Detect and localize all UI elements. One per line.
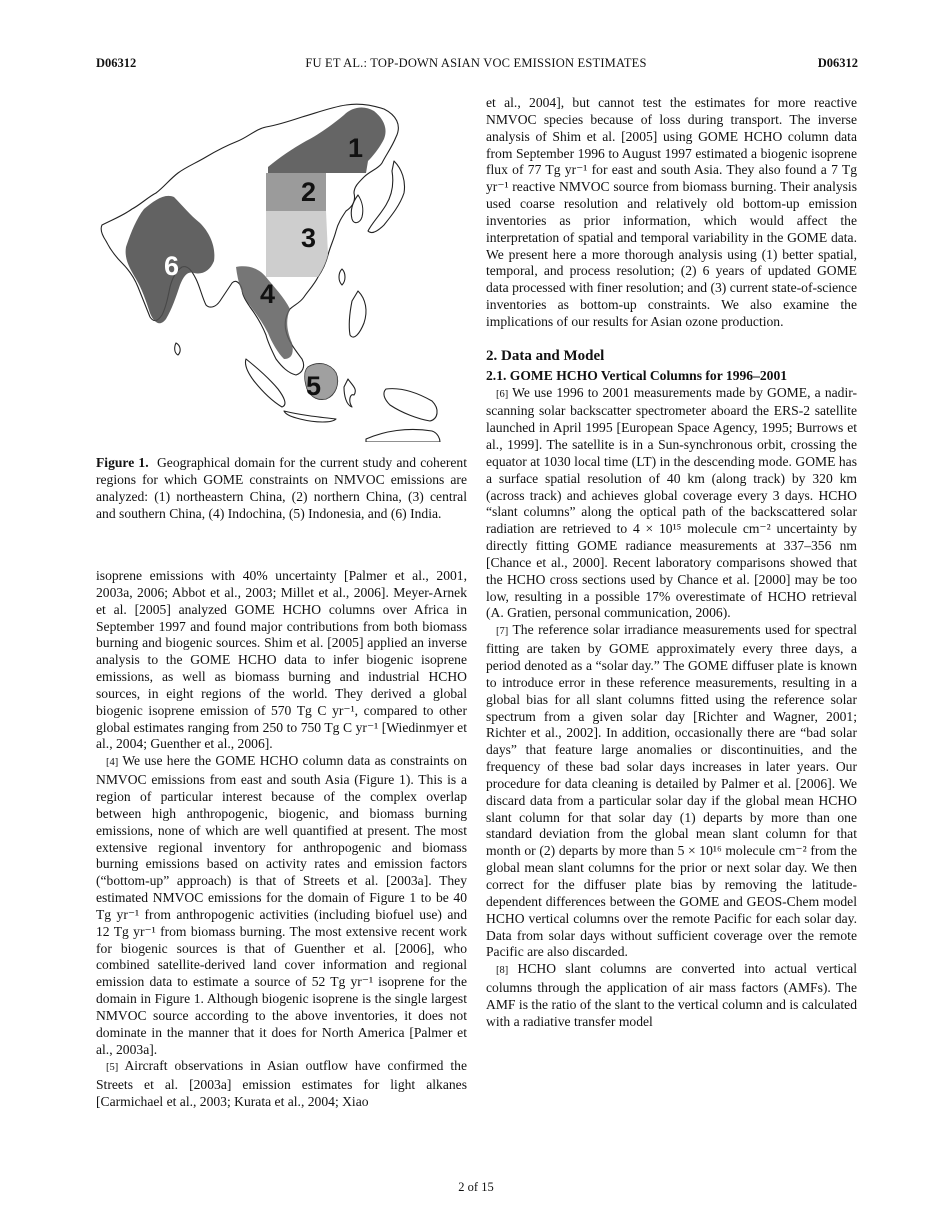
coastline-sumatra: [245, 359, 284, 407]
paragraph-5-continued: et al., 2004], but cannot test the estimates for more reactive NMVOC species because of loss during transport. The inverse analysis of Shim et al. [2005] using GOME HCHO column data from September 1996 to August 1997 estimated a biogenic isoprene flux of 77 Tg yr⁻¹ for east and south Asia. They also found a 7 Tg yr⁻¹ reactive NMVOC source from biomass burning. Their analysis used coarse resolution and relatively old bottom-up emission inventories as prior information, which would affect the interpretation of spatial and temporal variability in the GOME data. We present here a more thorough analysis using (1) better spatial, temporal, and process resolution; (2) 6 years of updated GOME data processed with finer resolution; and (3) current state-of-science inventories as bottom-up constraints. We also examine the implications of our results for Asian ozone production.: [486, 95, 857, 329]
coastline-taiwan: [339, 269, 345, 285]
paragraph-number: [7]: [496, 626, 509, 638]
header-doc-id-left: D06312: [96, 56, 137, 70]
caption-text: Geographical domain for the current study and coherent regions for which GOME constraints on NMVOC emissions are analyzed: (1) northeastern China, (2) northern China, (3) central and southern China, (4) Indochina, (5) Indonesia, and (6) India.: [96, 455, 467, 521]
coastline-korea: [351, 195, 363, 223]
paragraph-5: [96, 1058, 467, 1111]
paragraph-8: [486, 961, 857, 1030]
header-running-title: FU ET AL.: TOP-DOWN ASIAN VOC EMISSION ESTIMATES: [305, 56, 647, 70]
paragraph-text: We use 1996 to 2001 measurements made by GOME, a nadir-scanning solar backscatter spectrometer aboard the ERS-2 satellite launched in April 1995 [European Space Agency, 1995; Burrows et al., 1999]. The satellite is in a Sun-synchronous orbit, crossing the equator at 1030 local time (LT) in the descending mode. GOME has a surface spatial resolution of 40 km (along track) by 320 km (across track) and achieves global coverage every 3 days. HCHO “slant columns” along the optical path of the backscattered solar radiation are retrieved to 4 × 10¹⁵ molecule cm⁻² uncertainty by directly fitting GOME radiance measurements at 337–356 nm [Chance et al., 2000]. Recent laboratory comparisons showed that the HCHO cross sections used by Chance et al. [2000] may be too low, resulting in a possible 17% overestimate of HCHO retrieval (A. Gratien, personal communication, 2006).: [486, 384, 858, 621]
coastline-sulawesi: [344, 379, 355, 407]
paragraph-number: [5]: [106, 1062, 119, 1074]
region-2-northern-china: [266, 173, 326, 211]
left-column: [96, 568, 467, 1111]
region-3-central-southern-china: [266, 211, 328, 277]
caption-label: Figure 1.: [96, 455, 149, 470]
coastline-australia: [366, 429, 440, 442]
region-label-2: 2: [301, 177, 317, 207]
paragraph-7: [486, 622, 857, 961]
coastline-java: [284, 411, 336, 422]
page-number: 2 of 15: [458, 1180, 494, 1194]
paragraph-text: We use here the GOME HCHO column data as constraints on NMVOC emissions from east and south Asia (Figure 1). This is a region of particular interest because of the complex overlap between high anthropogenic, biogenic, and biomass burning emissions, none of which are well quantified at present. The most extensive regional inventory for anthropogenic and biomass burning emissions based on activity rates and emission factors (“bottom-up” approach) is that of Streets et al. [2003a]. They estimated NMVOC emissions for the domain of Figure 1 to be 40 Tg yr⁻¹ from anthropogenic activities (including biofuel use) and 12 Tg yr⁻¹ from biomass burning. The most extensive recent work for biogenic sources is that of Guenther et al. [2006], who combined satellite-derived land cover information and regional emission data to estimate a source of 52 Tg yr⁻¹ isoprene for the domain in Figure 1. Although biogenic isoprene is the single largest NMVOC source according to the above inventories, it does not dominate in the manner that it does for North America [Palmer et al., 2003a].: [96, 753, 467, 1057]
paragraph-text: The reference solar irradiance measurements used for spectral fitting are taken by GOME approximately every three days, a period denoted as a “solar day.” The GOME diffuser plate is known to introduce error in these reference measurements, resulting in a global bias for all slant columns fitted using the reference solar spectrum from a given solar day [Richter and Wagner, 2001; Richter et al., 2002]. In addition, occasionally there are “bad solar days” that feature large anomalies or discontinuities, and the frequency of these bad solar days increases in later years. Our procedure for data cleaning is detailed by Palmer et al. [2006]. We discard data from a particular solar day if the global mean HCHO slant column for that solar day (1) departs by more than one standard deviation from the global mean slant column for that month or (2) departs by more than 5 × 10¹⁶ molecule cm⁻² from the global mean slant columns for the prior or next solar day. We then correct for the diffuser plate bias by removing the latitude-dependent differences between the GOME and GEOS-Chem model HCHO vertical columns over the remote Pacific for each solar day. Data from solar days without sufficient coverage over the remote Pacific are also discarded.: [486, 622, 857, 960]
region-1-northeastern-china: [268, 108, 386, 173]
region-label-6: 6: [164, 251, 180, 281]
coastline-philippines: [349, 291, 366, 337]
coastline-new-guinea: [384, 389, 437, 421]
region-label-4: 4: [260, 279, 276, 309]
paragraph-6: [486, 385, 857, 623]
section-heading: 2. Data and Model: [486, 347, 605, 364]
paragraph-text: Aircraft observations in Asian outflow have confirmed the Streets et al. [2003a] emission estimates for light alkanes [Carmichael et al., 2003; Kurata et al., 2004; Xiao: [96, 1058, 467, 1110]
paragraph-3-continued: isoprene emissions with 40% uncertainty [Palmer et al., 2001, 2003a, 2006; Abbot et al., 2003; Millet et al., 2006]. Meyer-Arnek et al. [2005] analyzed GOME HCHO columns over Africa in September 1997 and found major contributions from both biomass burning and biogenic sources. Shim et al. [2005] applied an inverse analysis to the GOME HCHO data to infer biogenic isoprene emissions, as well as biomass burning and industrial HCHO sources, in eight regions of the world. They derived a global biogenic isoprene emission of 570 Tg C yr⁻¹, compared to other global estimates ranging from 250 to 750 Tg C yr⁻¹ [Wiedinmyer et al., 2004; Guenther et al., 2006].: [96, 568, 467, 752]
region-label-3: 3: [301, 223, 317, 253]
header-doc-id-right: D06312: [817, 56, 858, 70]
coastline-japan: [368, 161, 405, 233]
figure-1-caption: [96, 455, 467, 522]
paragraph-number: [6]: [496, 388, 509, 400]
right-column: [486, 95, 857, 1031]
region-label-1: 1: [348, 133, 364, 163]
figure-1-map: [96, 97, 441, 442]
paragraph-text: HCHO slant columns are converted into actual vertical columns through the application of air mass factors (AMFs). The AMF is the ratio of the slant to the vertical column and is calculated with a radiative transfer model: [486, 961, 857, 1029]
coastline-sri-lanka: [175, 343, 180, 355]
subsection-heading: 2.1. GOME HCHO Vertical Columns for 1996–2001: [486, 367, 788, 383]
region-label-5: 5: [306, 371, 322, 401]
paragraph-number: [8]: [496, 965, 509, 977]
paragraph-number: [4]: [106, 757, 119, 769]
paragraph-4: [96, 753, 467, 1058]
